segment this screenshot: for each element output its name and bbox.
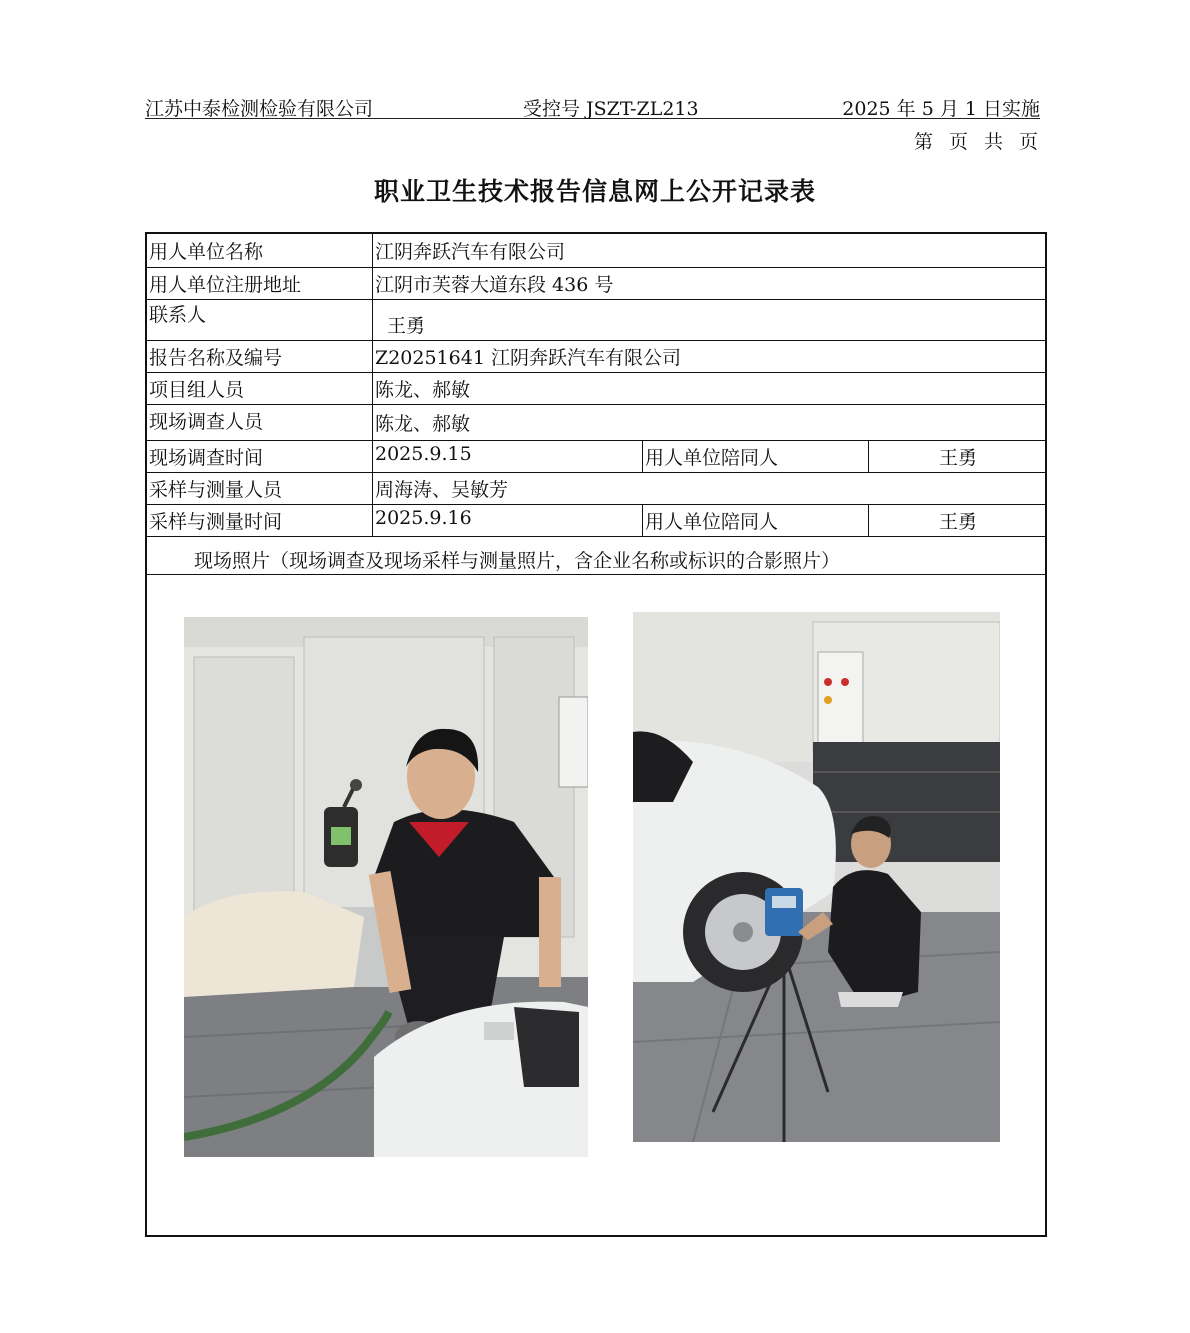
label-survey-companion: 用人单位陪同人 <box>645 447 779 469</box>
value-survey-staff: 陈龙、郝敏 <box>375 413 471 435</box>
label-sampling-companion: 用人单位陪同人 <box>645 511 779 533</box>
value-team: 陈龙、郝敏 <box>375 379 471 401</box>
company-name: 江苏中泰检测检验有限公司 <box>145 98 374 120</box>
row-survey-staff <box>147 404 1045 441</box>
value-survey-time: 2025.9.15 <box>375 443 472 465</box>
row-survey-time <box>147 440 1045 473</box>
row-sampling-staff <box>147 472 1045 505</box>
photos-caption: 现场照片（现场调查及现场采样与测量照片，含企业名称或标识的合影照片） <box>194 550 841 572</box>
site-photo-sanding <box>184 617 588 1157</box>
label-sampling-time: 采样与测量时间 <box>149 511 283 533</box>
label-employer-name: 用人单位名称 <box>149 241 264 263</box>
row-employer-address <box>147 267 1045 300</box>
label-survey-time: 现场调查时间 <box>149 447 264 469</box>
page-gong: 共 <box>983 131 1005 153</box>
row-employer-name <box>147 234 1045 268</box>
label-employer-address: 用人单位注册地址 <box>149 274 302 296</box>
value-employer-address: 江阴市芙蓉大道东段 436 号 <box>375 274 614 296</box>
row-sampling-time <box>147 504 1045 537</box>
value-sampling-time: 2025.9.16 <box>375 507 472 529</box>
label-survey-staff: 现场调查人员 <box>149 411 264 433</box>
value-contact: 王勇 <box>387 315 426 337</box>
page-title: 职业卫生技术报告信息网上公开记录表 <box>373 177 816 206</box>
label-report: 报告名称及编号 <box>149 347 283 369</box>
page-ye-2: 页 <box>1018 131 1040 153</box>
label-contact: 联系人 <box>149 304 207 326</box>
label-team: 项目组人员 <box>149 379 245 401</box>
effective-date: 2025 年 5 月 1 日实施 <box>842 98 1040 120</box>
photos-caption-row <box>147 536 1045 575</box>
value-sampling-staff: 周海涛、吴敏芳 <box>375 479 509 501</box>
value-survey-companion: 王勇 <box>938 447 977 469</box>
site-photo-measurement <box>633 612 1000 1142</box>
page-number <box>900 127 1040 154</box>
page-di: 第 <box>913 131 935 153</box>
page-ye-1: 页 <box>948 131 970 153</box>
control-number: 受控号 JSZT-ZL213 <box>523 98 699 120</box>
value-report: Z20251641 江阴奔跃汽车有限公司 <box>375 347 681 369</box>
record-table <box>145 232 1047 1237</box>
row-team <box>147 372 1045 405</box>
value-employer-name: 江阴奔跃汽车有限公司 <box>375 241 566 263</box>
value-sampling-companion: 王勇 <box>938 511 977 533</box>
row-contact <box>147 299 1045 341</box>
row-report <box>147 340 1045 373</box>
label-sampling-staff: 采样与测量人员 <box>149 479 283 501</box>
document-header <box>145 92 1040 119</box>
